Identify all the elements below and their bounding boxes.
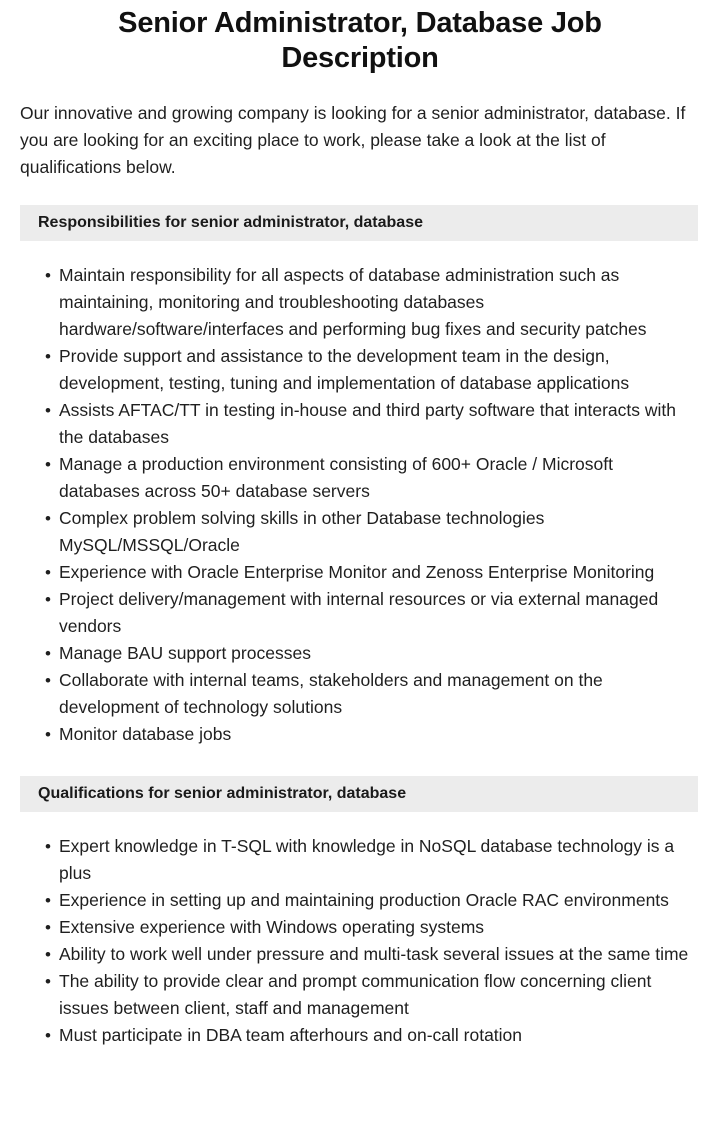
list-item-text: Manage a production environment consisting of 600+ Oracle / Microsoft databases across 50+ database servers [59, 454, 613, 501]
list-item [45, 721, 697, 748]
list-item [45, 667, 697, 721]
bullet-icon: • [45, 590, 51, 609]
bullet-icon: • [45, 644, 51, 663]
bullet-icon: • [45, 945, 51, 964]
section-responsibilities [0, 205, 720, 748]
list-item-text: Must participate in DBA team afterhours and on-call rotation [59, 1025, 523, 1045]
list-item [45, 343, 697, 397]
bullet-icon: • [45, 1026, 51, 1045]
bullet-icon: • [45, 671, 51, 690]
list-item [45, 586, 697, 640]
bullet-icon: • [45, 918, 51, 937]
responsibilities-list [0, 262, 720, 748]
section-header-qualifications [20, 776, 698, 812]
bullet-icon: • [45, 972, 51, 991]
list-item [45, 505, 697, 559]
page-title: Senior Administrator, Database Job Description [118, 7, 602, 74]
list-item [45, 397, 697, 451]
list-item-text: Complex problem solving skills in other Database technologies MySQL/MSSQL/Oracle [59, 508, 545, 555]
list-item [45, 968, 697, 1022]
list-item-text: Experience with Oracle Enterprise Monitor and Zenoss Enterprise Monitoring [59, 562, 655, 582]
bullet-icon: • [45, 891, 51, 910]
list-item [45, 451, 697, 505]
section-qualifications [0, 776, 720, 1049]
list-item-text: Assists AFTAC/TT in testing in-house and third party software that interacts with the databases [59, 400, 676, 447]
bullet-icon: • [45, 563, 51, 582]
list-item-text: The ability to provide clear and prompt communication flow concerning client issues between client, staff and management [59, 971, 652, 1018]
list-item [45, 1022, 697, 1049]
list-item [45, 887, 697, 914]
list-item [45, 640, 697, 667]
list-item-text: Collaborate with internal teams, stakeholders and management on the development of technology solutions [59, 670, 603, 717]
list-item [45, 833, 697, 887]
section-header-label: Qualifications for senior administrator, database [38, 785, 407, 802]
list-item [45, 941, 697, 968]
list-item-text: Ability to work well under pressure and multi-task several issues at the same time [59, 944, 689, 964]
bullet-icon: • [45, 837, 51, 856]
job-description-page [0, 6, 720, 1049]
section-header-responsibilities [20, 205, 698, 241]
list-item-text: Expert knowledge in T-SQL with knowledge in NoSQL database technology is a plus [59, 836, 675, 883]
bullet-icon: • [45, 401, 51, 420]
section-header-label: Responsibilities for senior administrator, database [38, 214, 423, 231]
list-item-text: Provide support and assistance to the development team in the design, development, testing, tuning and implementation of database applications [59, 346, 630, 393]
list-item [45, 262, 697, 343]
bullet-icon: • [45, 455, 51, 474]
list-item-text: Project delivery/management with internal resources or via external managed vendors [59, 589, 659, 636]
list-item-text: Manage BAU support processes [59, 643, 311, 663]
bullet-icon: • [45, 266, 51, 285]
intro-paragraph: Our innovative and growing company is looking for a senior administrator, database. If you are looking for an exciting place to work, please take a look at the list of qualifications below. [20, 103, 686, 177]
bullet-icon: • [45, 347, 51, 366]
list-item [45, 559, 697, 586]
list-item [45, 914, 697, 941]
qualifications-list [0, 833, 720, 1049]
list-item-text: Extensive experience with Windows operating systems [59, 917, 485, 937]
list-item-text: Maintain responsibility for all aspects of database administration such as maintaining, monitoring and troubleshooting databases hardware/software/interfaces and performing bug fixes and security patches [59, 265, 647, 339]
bullet-icon: • [45, 725, 51, 744]
list-item-text: Experience in setting up and maintaining production Oracle RAC environments [59, 890, 669, 910]
list-item-text: Monitor database jobs [59, 724, 232, 744]
bullet-icon: • [45, 509, 51, 528]
